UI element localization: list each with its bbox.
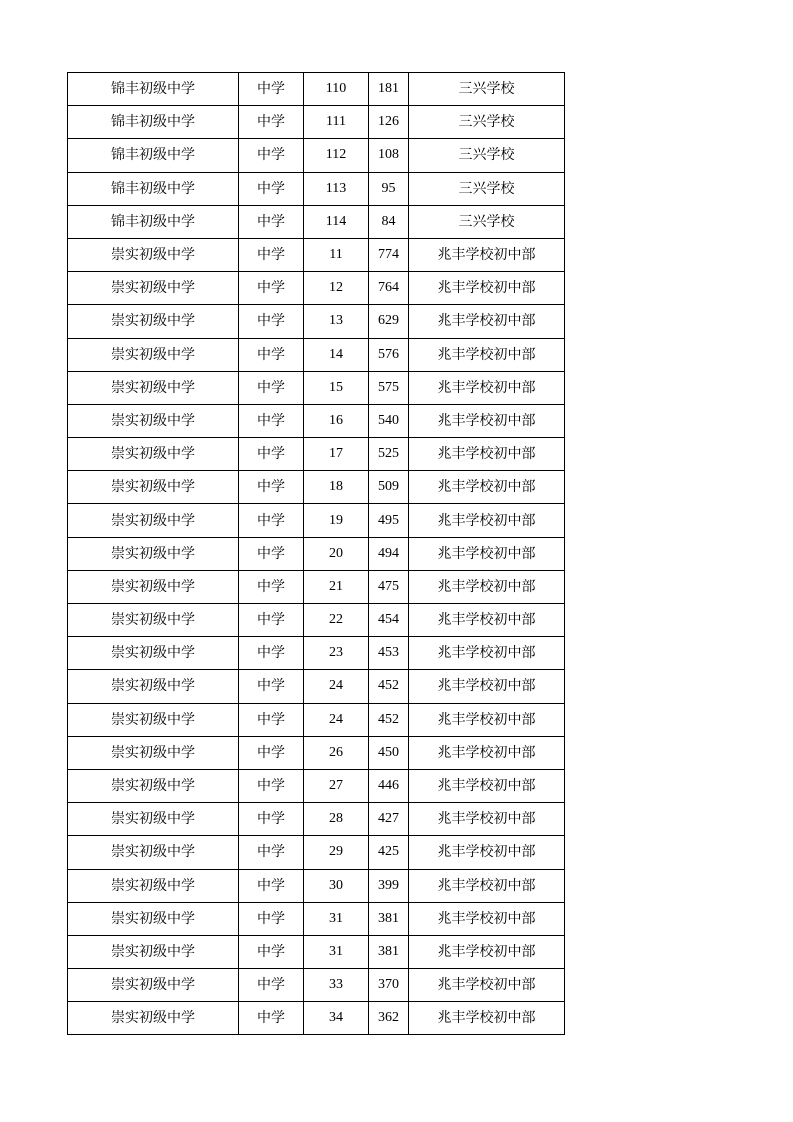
school-cell: 崇实初级中学 bbox=[68, 604, 239, 637]
school-cell: 崇实初级中学 bbox=[68, 338, 239, 371]
level-cell: 中学 bbox=[239, 338, 304, 371]
school-cell: 锦丰初级中学 bbox=[68, 139, 239, 172]
table-row bbox=[68, 869, 565, 902]
level-cell: 中学 bbox=[239, 836, 304, 869]
target-school-cell: 兆丰学校初中部 bbox=[409, 305, 565, 338]
school-cell: 崇实初级中学 bbox=[68, 703, 239, 736]
school-cell: 崇实初级中学 bbox=[68, 404, 239, 437]
target-school-cell: 兆丰学校初中部 bbox=[409, 703, 565, 736]
rank-cell: 23 bbox=[304, 637, 369, 670]
target-school-cell: 兆丰学校初中部 bbox=[409, 935, 565, 968]
ranking-table bbox=[67, 72, 565, 1035]
table-row bbox=[68, 604, 565, 637]
rank-cell: 13 bbox=[304, 305, 369, 338]
school-cell: 崇实初级中学 bbox=[68, 570, 239, 603]
target-school-cell: 兆丰学校初中部 bbox=[409, 404, 565, 437]
school-cell: 崇实初级中学 bbox=[68, 803, 239, 836]
rank-cell: 15 bbox=[304, 371, 369, 404]
table-row bbox=[68, 703, 565, 736]
level-cell: 中学 bbox=[239, 106, 304, 139]
level-cell: 中学 bbox=[239, 272, 304, 305]
school-cell: 崇实初级中学 bbox=[68, 371, 239, 404]
target-school-cell: 三兴学校 bbox=[409, 139, 565, 172]
score-cell: 84 bbox=[369, 205, 409, 238]
score-cell: 575 bbox=[369, 371, 409, 404]
level-cell: 中学 bbox=[239, 670, 304, 703]
score-cell: 540 bbox=[369, 404, 409, 437]
school-cell: 崇实初级中学 bbox=[68, 869, 239, 902]
rank-cell: 24 bbox=[304, 670, 369, 703]
table-row bbox=[68, 803, 565, 836]
level-cell: 中学 bbox=[239, 769, 304, 802]
score-cell: 399 bbox=[369, 869, 409, 902]
score-cell: 475 bbox=[369, 570, 409, 603]
score-cell: 629 bbox=[369, 305, 409, 338]
rank-cell: 30 bbox=[304, 869, 369, 902]
target-school-cell: 兆丰学校初中部 bbox=[409, 272, 565, 305]
target-school-cell: 兆丰学校初中部 bbox=[409, 504, 565, 537]
score-cell: 381 bbox=[369, 935, 409, 968]
level-cell: 中学 bbox=[239, 902, 304, 935]
school-cell: 锦丰初级中学 bbox=[68, 106, 239, 139]
level-cell: 中学 bbox=[239, 305, 304, 338]
table-row bbox=[68, 305, 565, 338]
target-school-cell: 兆丰学校初中部 bbox=[409, 238, 565, 271]
table-row bbox=[68, 902, 565, 935]
table-row bbox=[68, 172, 565, 205]
level-cell: 中学 bbox=[239, 869, 304, 902]
table-row bbox=[68, 73, 565, 106]
rank-cell: 16 bbox=[304, 404, 369, 437]
table-row bbox=[68, 836, 565, 869]
table-row bbox=[68, 371, 565, 404]
level-cell: 中学 bbox=[239, 471, 304, 504]
target-school-cell: 兆丰学校初中部 bbox=[409, 869, 565, 902]
table-row bbox=[68, 504, 565, 537]
table-row bbox=[68, 139, 565, 172]
school-cell: 崇实初级中学 bbox=[68, 537, 239, 570]
table-row bbox=[68, 670, 565, 703]
school-cell: 锦丰初级中学 bbox=[68, 205, 239, 238]
rank-cell: 14 bbox=[304, 338, 369, 371]
score-cell: 427 bbox=[369, 803, 409, 836]
target-school-cell: 兆丰学校初中部 bbox=[409, 371, 565, 404]
school-cell: 崇实初级中学 bbox=[68, 305, 239, 338]
level-cell: 中学 bbox=[239, 438, 304, 471]
rank-cell: 26 bbox=[304, 736, 369, 769]
level-cell: 中学 bbox=[239, 703, 304, 736]
target-school-cell: 兆丰学校初中部 bbox=[409, 438, 565, 471]
table-row bbox=[68, 935, 565, 968]
school-cell: 锦丰初级中学 bbox=[68, 172, 239, 205]
rank-cell: 24 bbox=[304, 703, 369, 736]
table-row bbox=[68, 969, 565, 1002]
school-cell: 崇实初级中学 bbox=[68, 836, 239, 869]
score-cell: 764 bbox=[369, 272, 409, 305]
level-cell: 中学 bbox=[239, 1002, 304, 1035]
table-row bbox=[68, 438, 565, 471]
level-cell: 中学 bbox=[239, 604, 304, 637]
score-cell: 381 bbox=[369, 902, 409, 935]
school-cell: 崇实初级中学 bbox=[68, 736, 239, 769]
score-cell: 181 bbox=[369, 73, 409, 106]
table-row bbox=[68, 238, 565, 271]
score-cell: 509 bbox=[369, 471, 409, 504]
table-row bbox=[68, 404, 565, 437]
school-cell: 崇实初级中学 bbox=[68, 238, 239, 271]
target-school-cell: 兆丰学校初中部 bbox=[409, 570, 565, 603]
level-cell: 中学 bbox=[239, 570, 304, 603]
school-cell: 崇实初级中学 bbox=[68, 438, 239, 471]
level-cell: 中学 bbox=[239, 803, 304, 836]
table-row bbox=[68, 637, 565, 670]
rank-cell: 17 bbox=[304, 438, 369, 471]
target-school-cell: 兆丰学校初中部 bbox=[409, 736, 565, 769]
level-cell: 中学 bbox=[239, 172, 304, 205]
table-row bbox=[68, 205, 565, 238]
target-school-cell: 兆丰学校初中部 bbox=[409, 670, 565, 703]
level-cell: 中学 bbox=[239, 139, 304, 172]
score-cell: 454 bbox=[369, 604, 409, 637]
target-school-cell: 兆丰学校初中部 bbox=[409, 637, 565, 670]
table-row bbox=[68, 272, 565, 305]
score-cell: 126 bbox=[369, 106, 409, 139]
score-cell: 425 bbox=[369, 836, 409, 869]
table-row bbox=[68, 769, 565, 802]
target-school-cell: 兆丰学校初中部 bbox=[409, 803, 565, 836]
level-cell: 中学 bbox=[239, 504, 304, 537]
score-cell: 453 bbox=[369, 637, 409, 670]
target-school-cell: 三兴学校 bbox=[409, 106, 565, 139]
school-cell: 崇实初级中学 bbox=[68, 670, 239, 703]
score-cell: 452 bbox=[369, 703, 409, 736]
rank-cell: 12 bbox=[304, 272, 369, 305]
target-school-cell: 兆丰学校初中部 bbox=[409, 1002, 565, 1035]
school-cell: 崇实初级中学 bbox=[68, 637, 239, 670]
school-cell: 崇实初级中学 bbox=[68, 769, 239, 802]
target-school-cell: 兆丰学校初中部 bbox=[409, 471, 565, 504]
rank-cell: 21 bbox=[304, 570, 369, 603]
level-cell: 中学 bbox=[239, 637, 304, 670]
school-cell: 崇实初级中学 bbox=[68, 504, 239, 537]
rank-cell: 19 bbox=[304, 504, 369, 537]
level-cell: 中学 bbox=[239, 371, 304, 404]
rank-cell: 110 bbox=[304, 73, 369, 106]
score-cell: 495 bbox=[369, 504, 409, 537]
score-cell: 774 bbox=[369, 238, 409, 271]
score-cell: 450 bbox=[369, 736, 409, 769]
table-row bbox=[68, 537, 565, 570]
rank-cell: 34 bbox=[304, 1002, 369, 1035]
level-cell: 中学 bbox=[239, 935, 304, 968]
table-row bbox=[68, 471, 565, 504]
table-row bbox=[68, 736, 565, 769]
rank-cell: 113 bbox=[304, 172, 369, 205]
level-cell: 中学 bbox=[239, 73, 304, 106]
school-cell: 崇实初级中学 bbox=[68, 471, 239, 504]
rank-cell: 112 bbox=[304, 139, 369, 172]
score-cell: 362 bbox=[369, 1002, 409, 1035]
rank-cell: 22 bbox=[304, 604, 369, 637]
target-school-cell: 兆丰学校初中部 bbox=[409, 537, 565, 570]
table-body bbox=[68, 73, 565, 1035]
table-row bbox=[68, 1002, 565, 1035]
target-school-cell: 兆丰学校初中部 bbox=[409, 969, 565, 1002]
level-cell: 中学 bbox=[239, 537, 304, 570]
level-cell: 中学 bbox=[239, 736, 304, 769]
level-cell: 中学 bbox=[239, 238, 304, 271]
target-school-cell: 兆丰学校初中部 bbox=[409, 836, 565, 869]
level-cell: 中学 bbox=[239, 969, 304, 1002]
score-cell: 525 bbox=[369, 438, 409, 471]
rank-cell: 18 bbox=[304, 471, 369, 504]
score-cell: 446 bbox=[369, 769, 409, 802]
rank-cell: 27 bbox=[304, 769, 369, 802]
rank-cell: 33 bbox=[304, 969, 369, 1002]
score-cell: 576 bbox=[369, 338, 409, 371]
table-row bbox=[68, 570, 565, 603]
score-cell: 108 bbox=[369, 139, 409, 172]
target-school-cell: 三兴学校 bbox=[409, 73, 565, 106]
rank-cell: 114 bbox=[304, 205, 369, 238]
score-cell: 370 bbox=[369, 969, 409, 1002]
score-cell: 494 bbox=[369, 537, 409, 570]
target-school-cell: 兆丰学校初中部 bbox=[409, 902, 565, 935]
score-cell: 95 bbox=[369, 172, 409, 205]
rank-cell: 20 bbox=[304, 537, 369, 570]
school-cell: 崇实初级中学 bbox=[68, 969, 239, 1002]
target-school-cell: 兆丰学校初中部 bbox=[409, 769, 565, 802]
target-school-cell: 三兴学校 bbox=[409, 205, 565, 238]
table-row bbox=[68, 106, 565, 139]
rank-cell: 11 bbox=[304, 238, 369, 271]
school-cell: 崇实初级中学 bbox=[68, 902, 239, 935]
level-cell: 中学 bbox=[239, 205, 304, 238]
school-cell: 崇实初级中学 bbox=[68, 935, 239, 968]
rank-cell: 29 bbox=[304, 836, 369, 869]
school-cell: 崇实初级中学 bbox=[68, 1002, 239, 1035]
school-cell: 锦丰初级中学 bbox=[68, 73, 239, 106]
rank-cell: 31 bbox=[304, 935, 369, 968]
target-school-cell: 兆丰学校初中部 bbox=[409, 338, 565, 371]
rank-cell: 31 bbox=[304, 902, 369, 935]
target-school-cell: 三兴学校 bbox=[409, 172, 565, 205]
rank-cell: 111 bbox=[304, 106, 369, 139]
score-cell: 452 bbox=[369, 670, 409, 703]
table-row bbox=[68, 338, 565, 371]
school-cell: 崇实初级中学 bbox=[68, 272, 239, 305]
target-school-cell: 兆丰学校初中部 bbox=[409, 604, 565, 637]
rank-cell: 28 bbox=[304, 803, 369, 836]
level-cell: 中学 bbox=[239, 404, 304, 437]
